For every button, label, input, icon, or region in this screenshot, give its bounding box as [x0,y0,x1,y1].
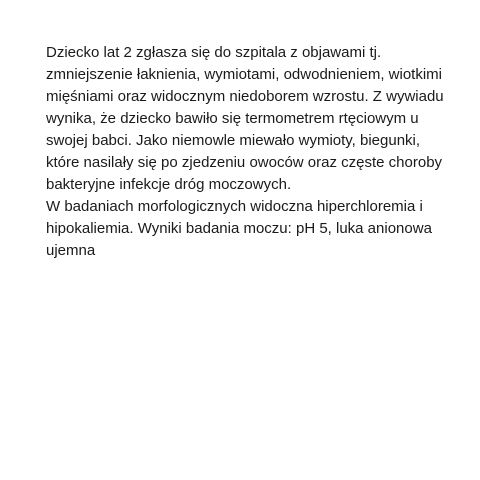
case-description [46,42,446,262]
lab-results-paragraph: W badaniach morfologicznych widoczna hiperchloremia i hipokaliemia. Wyniki badania moczu: pH 5, luka anionowa ujemna [46,198,432,259]
case-history-paragraph: Dziecko lat 2 zgłasza się do szpitala z objawami tj. zmniejszenie łaknienia, wymiotami, odwodnieniem, wiotkimi mięśniami oraz widocznym niedoborem wzrostu. Z wywiadu wynika, że dziecko bawiło się termometrem rtęciowym u swojej babci. Jako niemowle miewało wymioty, biegunki, które nasilały się po zjedzeniu owoców oraz częste choroby bakteryjne infekcje dróg moczowych. [46,44,444,193]
